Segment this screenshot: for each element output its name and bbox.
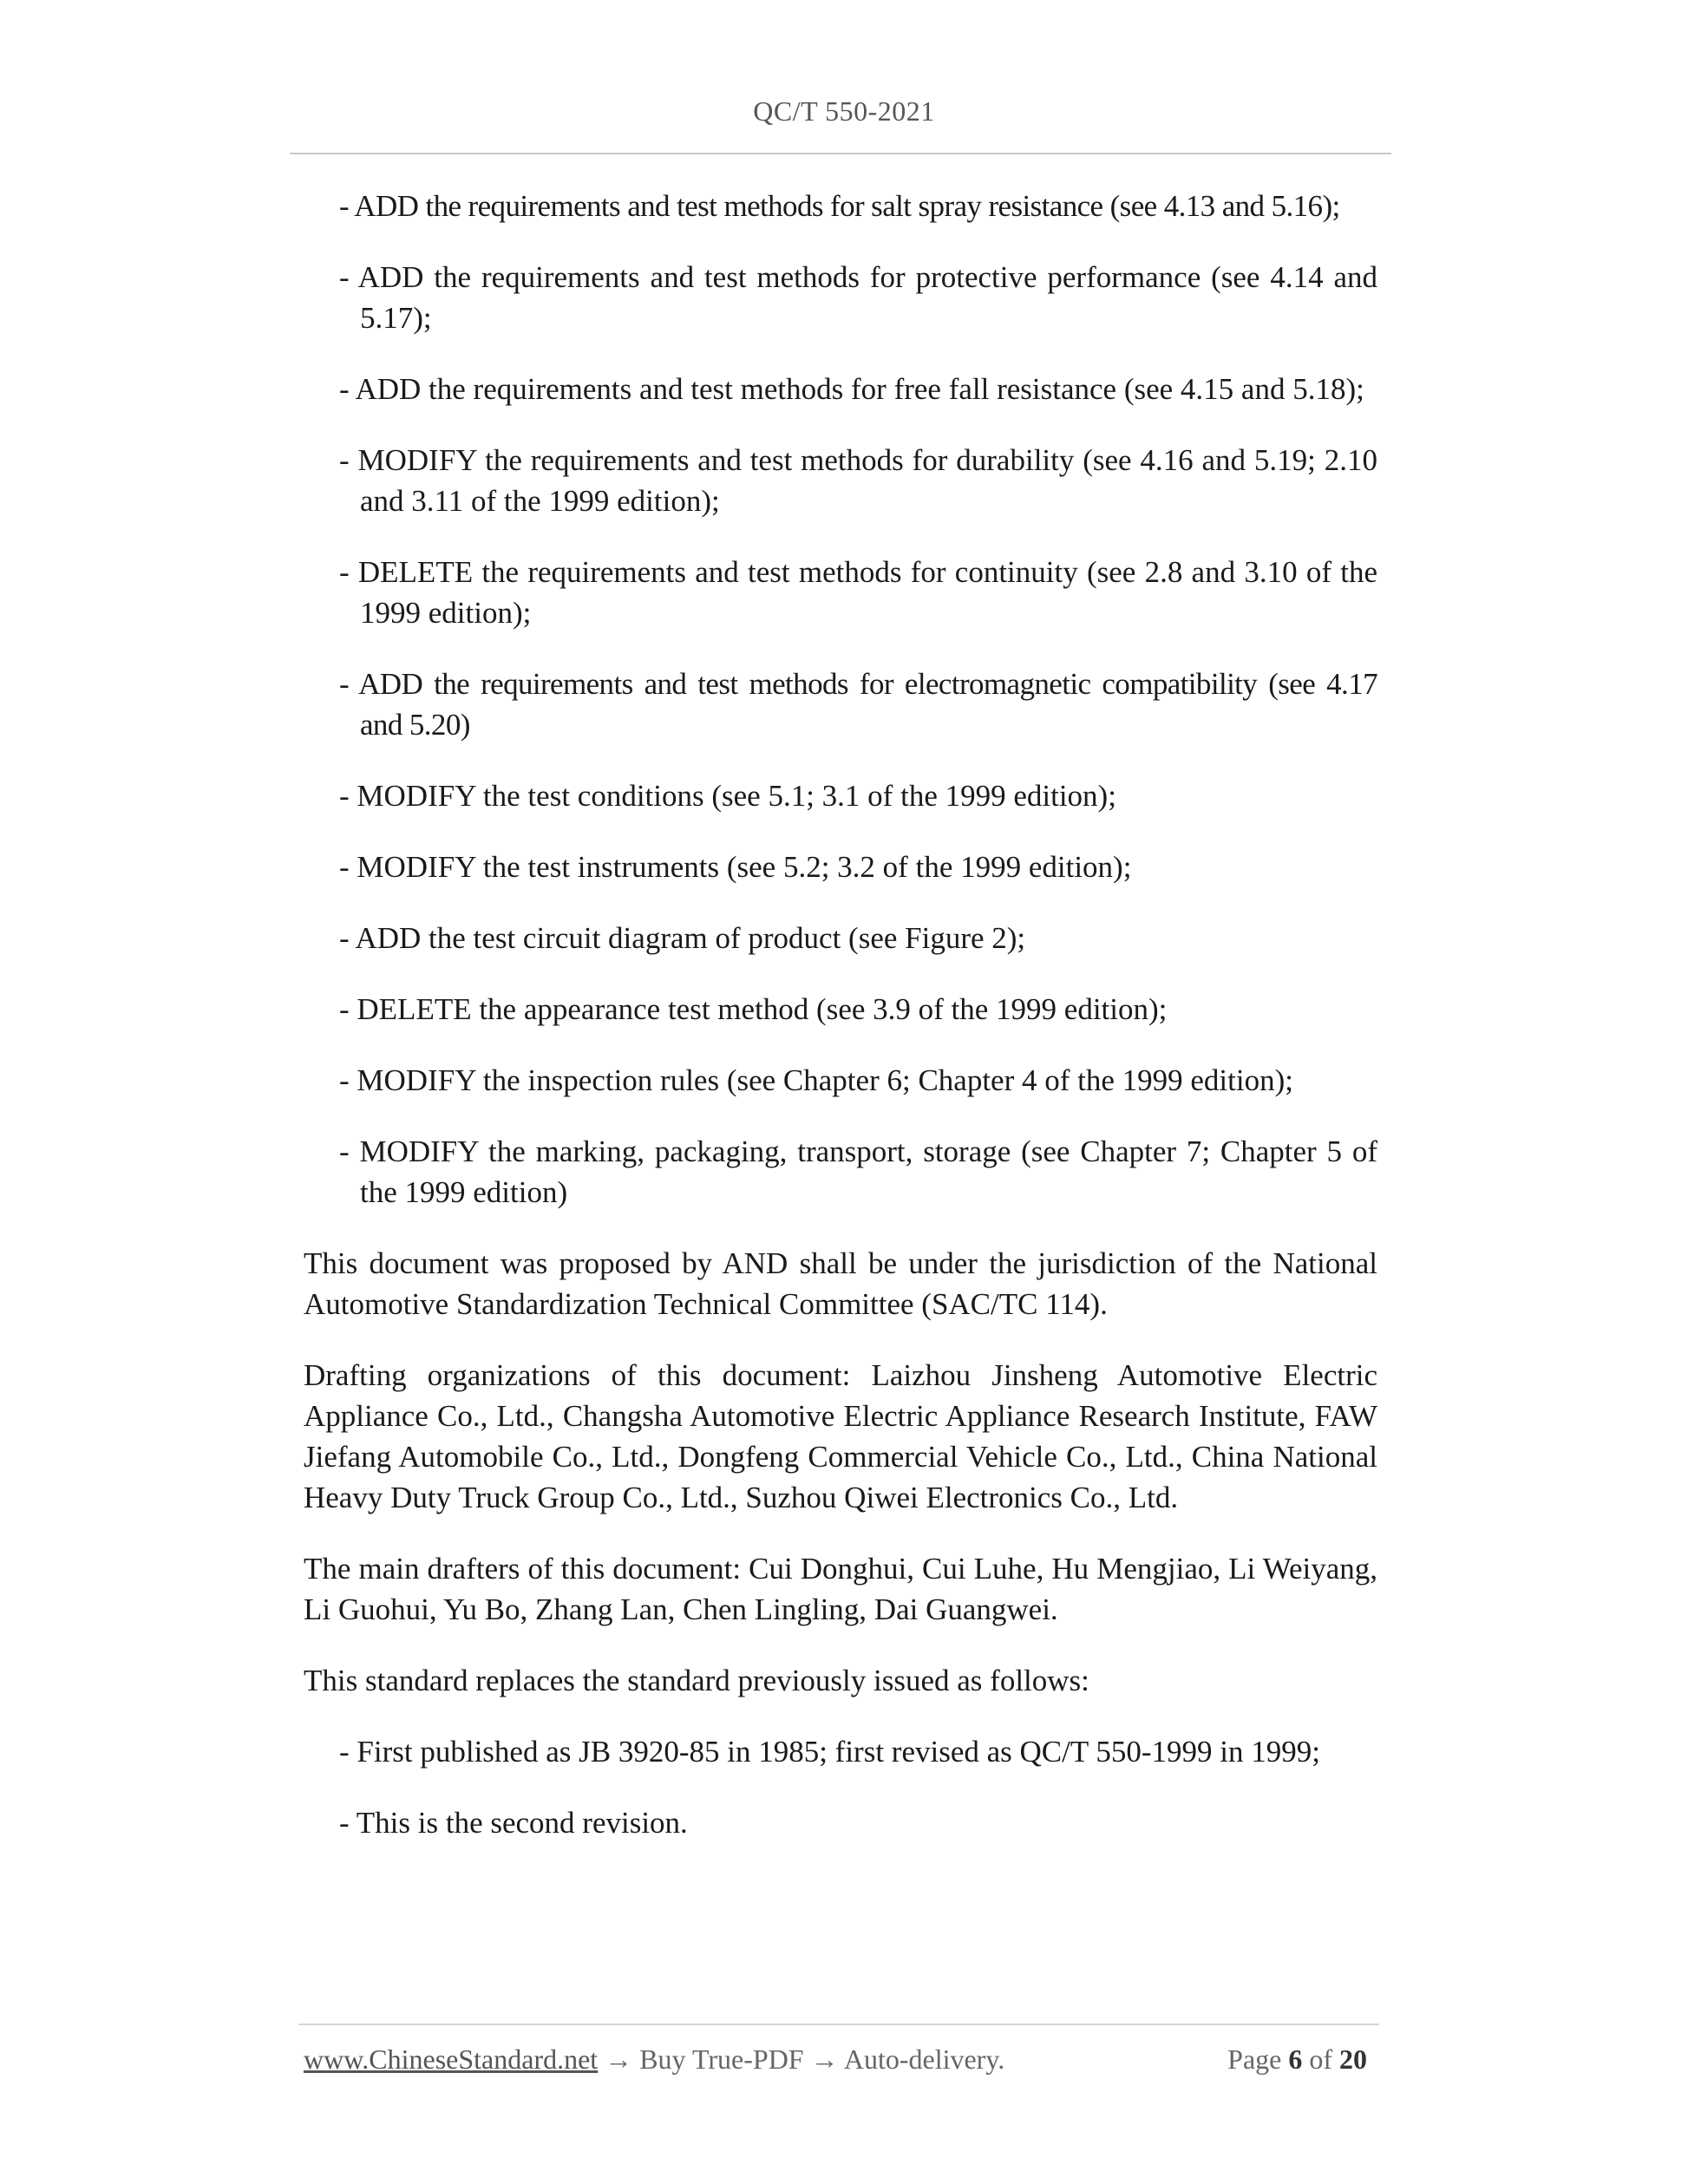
change-item: - MODIFY the marking, packaging, transport, storage (see Chapter 7; Chapter 5 of the 1999 edition) (339, 1135, 1377, 1209)
change-item: - ADD the test circuit diagram of product (see Figure 2); (339, 921, 1026, 955)
change-item: - DELETE the requirements and test methods for continuity (see 2.8 and 3.10 of the 1999 edition); (339, 555, 1377, 630)
page-total: 20 (1339, 2043, 1367, 2075)
footer-promo (304, 2043, 1004, 2076)
change-item: - DELETE the appearance test method (see 3.9 of the 1999 edition); (339, 992, 1168, 1026)
main-drafters-paragraph: The main drafters of this document: Cui Donghui, Cui Luhe, Hu Mengjiao, Li Weiyang, Li Guohui, Yu Bo, Zhang Lan, Chen Lingling, Dai Guangwei. (304, 1552, 1377, 1626)
footer-promo-text: → Buy True-PDF → Auto-delivery. (598, 2043, 1005, 2075)
page-indicator (1227, 2043, 1367, 2076)
page-of-label: of (1309, 2043, 1332, 2075)
change-item: - MODIFY the requirements and test methods for durability (see 4.16 and 5.19; 2.10 and 3.11 of the 1999 edition); (339, 443, 1377, 518)
page-current: 6 (1288, 2043, 1303, 2075)
change-item: - ADD the requirements and test methods for free fall resistance (see 4.15 and 5.18); (339, 372, 1364, 406)
change-item: - ADD the requirements and test methods for salt spray resistance (see 4.13 and 5.16); (339, 189, 1340, 223)
footer-divider (298, 2024, 1379, 2025)
change-item: - MODIFY the test instruments (see 5.2; 3.2 of the 1999 edition); (339, 850, 1132, 884)
change-item: - ADD the requirements and test methods for electromagnetic compatibility (see 4.17 and 5.20) (339, 667, 1377, 742)
history-item: - First published as JB 3920-85 in 1985; first revised as QC/T 550-1999 in 1999; (339, 1735, 1320, 1769)
website-link[interactable]: www.ChineseStandard.net (304, 2043, 599, 2075)
change-item: - MODIFY the inspection rules (see Chapter 6; Chapter 4 of the 1999 edition); (339, 1063, 1293, 1097)
document-body (304, 186, 1377, 1873)
header-divider (290, 153, 1391, 154)
replaces-paragraph: This standard replaces the standard previously issued as follows: (304, 1664, 1089, 1697)
history-item: - This is the second revision. (339, 1806, 688, 1840)
drafting-organizations-paragraph: Drafting organizations of this document: Laizhou Jinsheng Automotive Electric Appliance Co., Ltd., Changsha Automotive Electric Appliance Research Institute, FAW Jiefang Automobile Co., Ltd., Dongfeng Commercial Vehicle Co., Ltd., China National Heavy Duty Truck Group Co., Ltd., Suzhou Qiwei Electronics Co., Ltd. (304, 1358, 1377, 1514)
change-item: - MODIFY the test conditions (see 5.1; 3.1 of the 1999 edition); (339, 779, 1116, 813)
proposed-by-paragraph: This document was proposed by AND shall be under the jurisdiction of the National Automotive Standardization Technical Committee (SAC/TC 114). (304, 1246, 1377, 1321)
change-item: - ADD the requirements and test methods for protective performance (see 4.14 and 5.17); (339, 260, 1377, 335)
page-label: Page (1227, 2043, 1282, 2075)
document-code-header: QC/T 550-2021 (753, 95, 935, 127)
